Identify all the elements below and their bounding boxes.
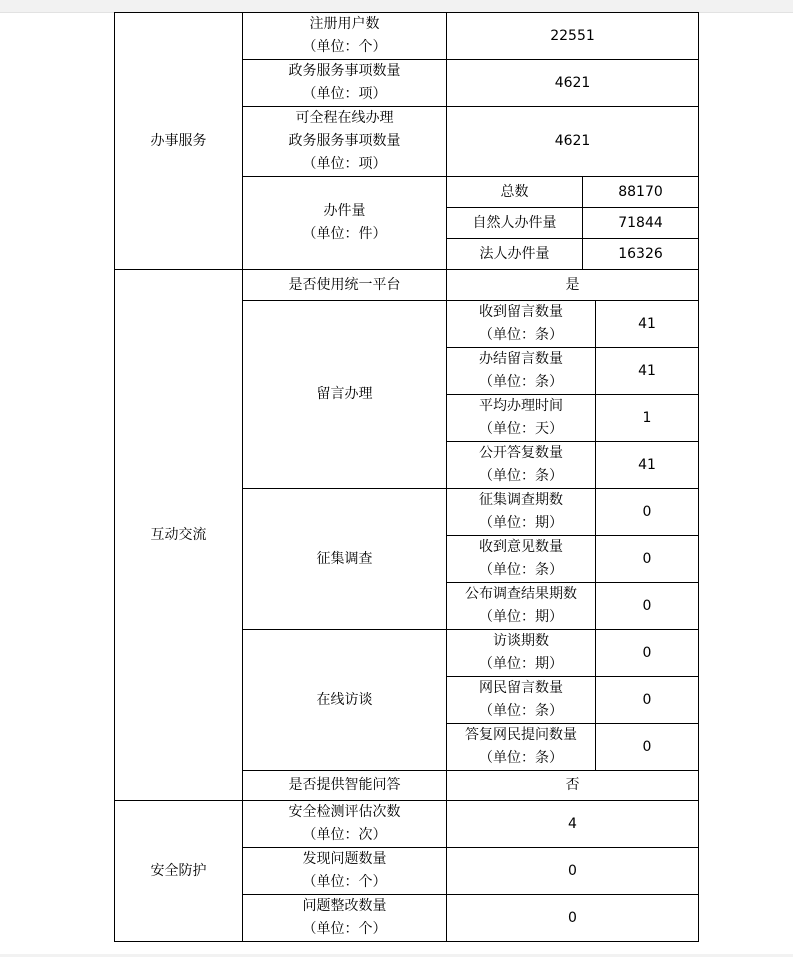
smart-qa-value: 否 bbox=[447, 771, 699, 801]
security-issues-value: 0 bbox=[447, 848, 699, 895]
workload-total-value: 88170 bbox=[583, 177, 699, 208]
row-security-checks bbox=[115, 801, 699, 848]
messages-label: 留言办理 bbox=[243, 301, 447, 489]
security-fixed-label: 问题整改数量 （单位：个） bbox=[243, 895, 447, 942]
survey-periods-label: 征集调查期数 （单位：期） bbox=[447, 489, 596, 536]
service-items-value: 4621 bbox=[447, 60, 699, 107]
interview-periods-label: 访谈期数 （单位：期） bbox=[447, 630, 596, 677]
smart-qa-label: 是否提供智能问答 bbox=[243, 771, 447, 801]
survey-opinions-label: 收到意见数量 （单位：条） bbox=[447, 536, 596, 583]
unified-platform-label: 是否使用统一平台 bbox=[243, 270, 447, 301]
security-checks-label: 安全检测评估次数 （单位：次） bbox=[243, 801, 447, 848]
row-unified-platform bbox=[115, 270, 699, 301]
online-items-value: 4621 bbox=[447, 107, 699, 177]
interview-label: 在线访谈 bbox=[243, 630, 447, 771]
security-issues-label: 发现问题数量 （单位：个） bbox=[243, 848, 447, 895]
row-registered-users bbox=[115, 13, 699, 60]
survey-periods-value: 0 bbox=[596, 489, 699, 536]
workload-label: 办件量 （单位：件） bbox=[243, 177, 447, 270]
interview-replies-label: 答复网民提问数量 （单位：条） bbox=[447, 724, 596, 771]
survey-results-label: 公布调查结果期数 （单位：期） bbox=[447, 583, 596, 630]
survey-opinions-value: 0 bbox=[596, 536, 699, 583]
online-items-label: 可全程在线办理 政务服务事项数量 （单位：项） bbox=[243, 107, 447, 177]
workload-total-label: 总数 bbox=[447, 177, 583, 208]
section-service-title: 办事服务 bbox=[115, 13, 243, 270]
messages-public-label: 公开答复数量 （单位：条） bbox=[447, 442, 596, 489]
security-fixed-value: 0 bbox=[447, 895, 699, 942]
workload-natural-label: 自然人办件量 bbox=[447, 208, 583, 239]
section-interaction-title: 互动交流 bbox=[115, 270, 243, 801]
service-items-label: 政务服务事项数量 （单位：项） bbox=[243, 60, 447, 107]
messages-avg-time-label: 平均办理时间 （单位：天） bbox=[447, 395, 596, 442]
messages-avg-time-value: 1 bbox=[596, 395, 699, 442]
interview-periods-value: 0 bbox=[596, 630, 699, 677]
registered-users-label: 注册用户数 （单位：个） bbox=[243, 13, 447, 60]
interview-messages-value: 0 bbox=[596, 677, 699, 724]
section-security-title: 安全防护 bbox=[115, 801, 243, 942]
messages-received-label: 收到留言数量 （单位：条） bbox=[447, 301, 596, 348]
survey-label: 征集调查 bbox=[243, 489, 447, 630]
registered-users-value: 22551 bbox=[447, 13, 699, 60]
unified-platform-value: 是 bbox=[447, 270, 699, 301]
interview-messages-label: 网民留言数量 （单位：条） bbox=[447, 677, 596, 724]
workload-natural-value: 71844 bbox=[583, 208, 699, 239]
security-checks-value: 4 bbox=[447, 801, 699, 848]
workload-legal-value: 16326 bbox=[583, 239, 699, 270]
survey-results-value: 0 bbox=[596, 583, 699, 630]
messages-received-value: 41 bbox=[596, 301, 699, 348]
workload-legal-label: 法人办件量 bbox=[447, 239, 583, 270]
report-table bbox=[114, 12, 699, 942]
interview-replies-value: 0 bbox=[596, 724, 699, 771]
messages-done-label: 办结留言数量 （单位：条） bbox=[447, 348, 596, 395]
messages-public-value: 41 bbox=[596, 442, 699, 489]
messages-done-value: 41 bbox=[596, 348, 699, 395]
